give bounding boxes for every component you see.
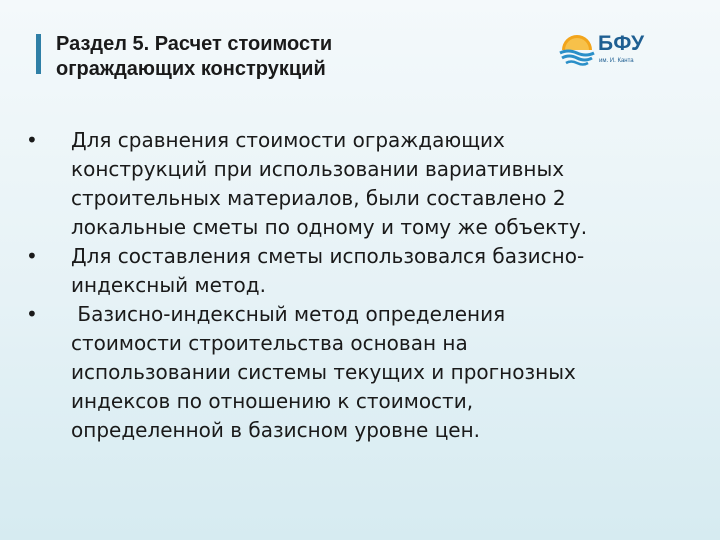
- bullet-item-3: [26, 300, 676, 445]
- bullet-marker: •: [26, 302, 38, 326]
- logo-text: БФУ: [598, 32, 645, 55]
- bfu-logo: [558, 30, 678, 70]
- bullet-line: определенной в базисном уровне цен.: [71, 418, 481, 442]
- slide-title: [56, 32, 536, 82]
- bfu-logo-icon: [558, 30, 596, 68]
- title-line-2: ограждающих конструкций: [56, 58, 326, 80]
- bullet-line: конструкций при использовании вариативных: [71, 157, 565, 181]
- bullet-line: Для сравнения стоимости ограждающих: [71, 128, 505, 152]
- bullet-line: индексов по отношению к стоимости,: [71, 389, 474, 413]
- bullet-item-2: [26, 242, 676, 300]
- title-line-1: Раздел 5. Расчет стоимости: [56, 33, 333, 55]
- bullet-line: строительных материалов, были составлено 2: [71, 186, 566, 210]
- bullet-line: Базисно-индексный метод определения: [71, 302, 506, 326]
- bullet-line: локальные сметы по одному и тому же объекту.: [71, 215, 588, 239]
- header-accent-bar: [36, 34, 41, 74]
- bullet-marker: •: [26, 128, 38, 152]
- bullet-line: стоимости строительства основан на: [71, 331, 468, 355]
- bullet-marker: •: [26, 244, 38, 268]
- bullet-item-1: [26, 126, 676, 242]
- bullet-line: индексный метод.: [71, 273, 266, 297]
- logo-subtitle: им. И. Канта: [599, 58, 634, 64]
- bullet-list: [26, 126, 676, 445]
- bullet-line: Для составления сметы использовался базисно-: [71, 244, 585, 268]
- bullet-line: использовании системы текущих и прогнозных: [71, 360, 576, 384]
